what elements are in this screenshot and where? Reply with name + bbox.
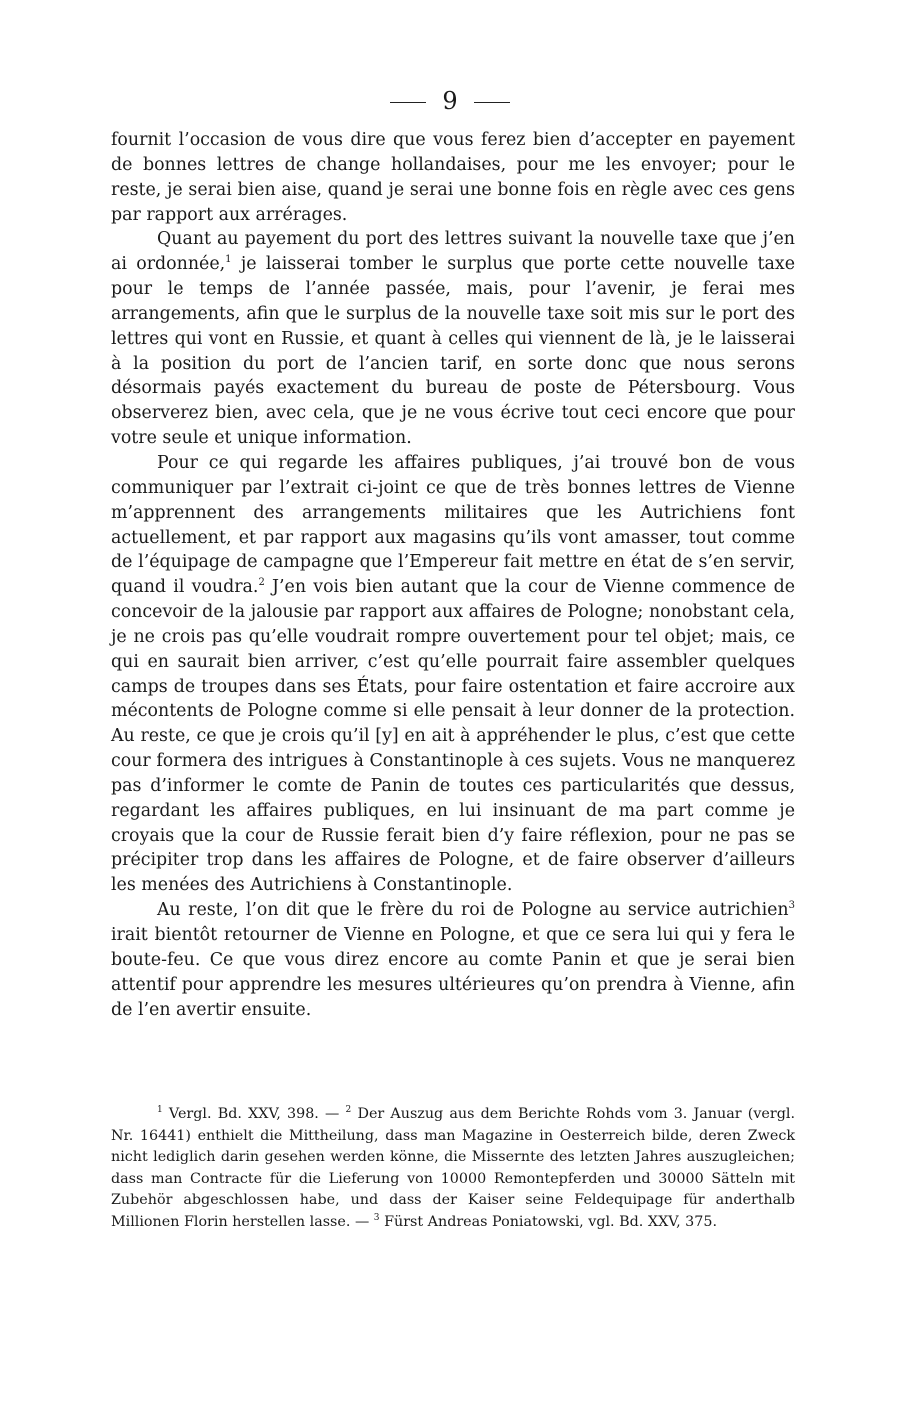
footnote-number: 1 [157,1105,163,1115]
body-paragraph [111,128,795,227]
header-rule-right [474,102,510,103]
footnote-text: Der Auszug aus dem Berichte Rohds vom 3. Januar (vergl. Nr. 16441) enthielt die Mittheilung, dass man Magazine in Oesterreich bilde, deren Zweck nicht lediglich darin gesehen werden könne, die Missernte des letzten Jahres auszugleichen; dass man Contracte für die Lieferung von 10000 Remontepferden und 30000 Sätteln mit Zubehör abgeschlossen habe, und dass der Kaiser seine Feldequipage für anderthalb Millionen Florin herstellen lasse. — [111,1106,795,1230]
body-paragraph [111,898,795,1022]
footnote-number: 3 [373,1212,380,1223]
footnote-marker: 3 [788,900,795,912]
text-run: J’en vois bien autant que la cour de Vienne commence de concevoir de la jalousie par rapport aux affaires de Pologne; nonobstant cela, je ne crois pas qu’elle voudrait rompre ouvertement pour tel objet; mais, ce qui en saurait bien arriver, c’est qu’elle pourrait faire assembler quelques camps de troupes dans ses États, pour faire ostentation et faire accroire aux mécontents de Pologne comme si elle pensait à leur donner de la protection. Au reste, ce que je crois qu’il [y] en ait à appréhender le plus, c’est que cette cour formera des intrigues à Constantinople à ces sujets. Vous ne manquerez pas d’informer le comte de Panin de toutes ces particularités que dessus, regardant les affaires publiques, en lui insinuant de ma part comme je croyais que la cour de Russie ferait bien d’y faire réflexion, pour ne pas se précipiter trop dans les affaires de Pologne, et de faire observer d’ailleurs les menées des Autrichiens à Constantinople. [111,577,795,896]
page-number: 9 [442,87,458,115]
text-run: Au reste, l’on dit que le frère du roi de Pologne au service autrichien [157,900,789,921]
page-header [0,86,900,116]
body-paragraph [111,227,795,451]
footnote-marker: 2 [258,577,265,589]
body-text [111,128,795,1022]
footnote-text: Vergl. Bd. XXV, 398. — [162,1106,346,1122]
footnote-text: Fürst Andreas Poniatowski, vgl. Bd. XXV, 375. [379,1213,717,1230]
body-paragraph [111,451,795,898]
footnote-marker: 1 [225,254,232,266]
text-run: Pour ce qui regarde les affaires publiques, j’ai trouvé bon de vous communiquer par l’extrait ci-joint ce que de très bonnes lettres de Vienne m’apprennent des arrangements militaires que les Autrichiens font actuellement, et par rapport aux magasins qu’ils vont amasser, tout comme de l’équipage de campagne que l’Empereur fait mettre en état de s’en servir, quand il voudra. [111,452,795,598]
footnotes [111,1104,795,1233]
text-run: irait bientôt retourner de Vienne en Pologne, et que ce sera lui qui y fera le boute-feu. Ce que vous direz encore au comte Panin et que je serai bien attentif pour apprendre les mesures ultérieures qu’on prendra à Vienne, afin de l’en avertir ensuite. [111,925,795,1020]
text-run: Quant au payement du port des lettres suivant la nouvelle taxe que j’en ai ordonnée, [111,229,795,275]
footnote-paragraph [111,1104,795,1233]
footnote-number: 2 [345,1105,352,1115]
text-run: je laisserai tomber le surplus que porte cette nouvelle taxe pour le temps de l’année passée, mais, pour l’avenir, je ferai mes arrangements, afin que le surplus de la nouvelle taxe soit mis sur le port des lettres qui vont en Russie, et quant à celles qui viennent de là, je le laisserai à la position du port de l’ancien tarif, en sorte donc que nous serons désormais payés exactement du bureau de poste de Pétersbourg. Vous observerez bien, avec cela, que je ne vous écrive tout ceci encore que pour votre seule et unique information. [111,254,796,449]
text-run: fournit l’occasion de vous dire que vous ferez bien d’accepter en payement de bonnes lettres de change hollandaises, pour me les envoyer; pour le reste, je serai bien aise, quand je serai une bonne fois en règle avec ces gens par rapport aux arrérages. [111,130,795,225]
header-rule-left [390,102,426,103]
